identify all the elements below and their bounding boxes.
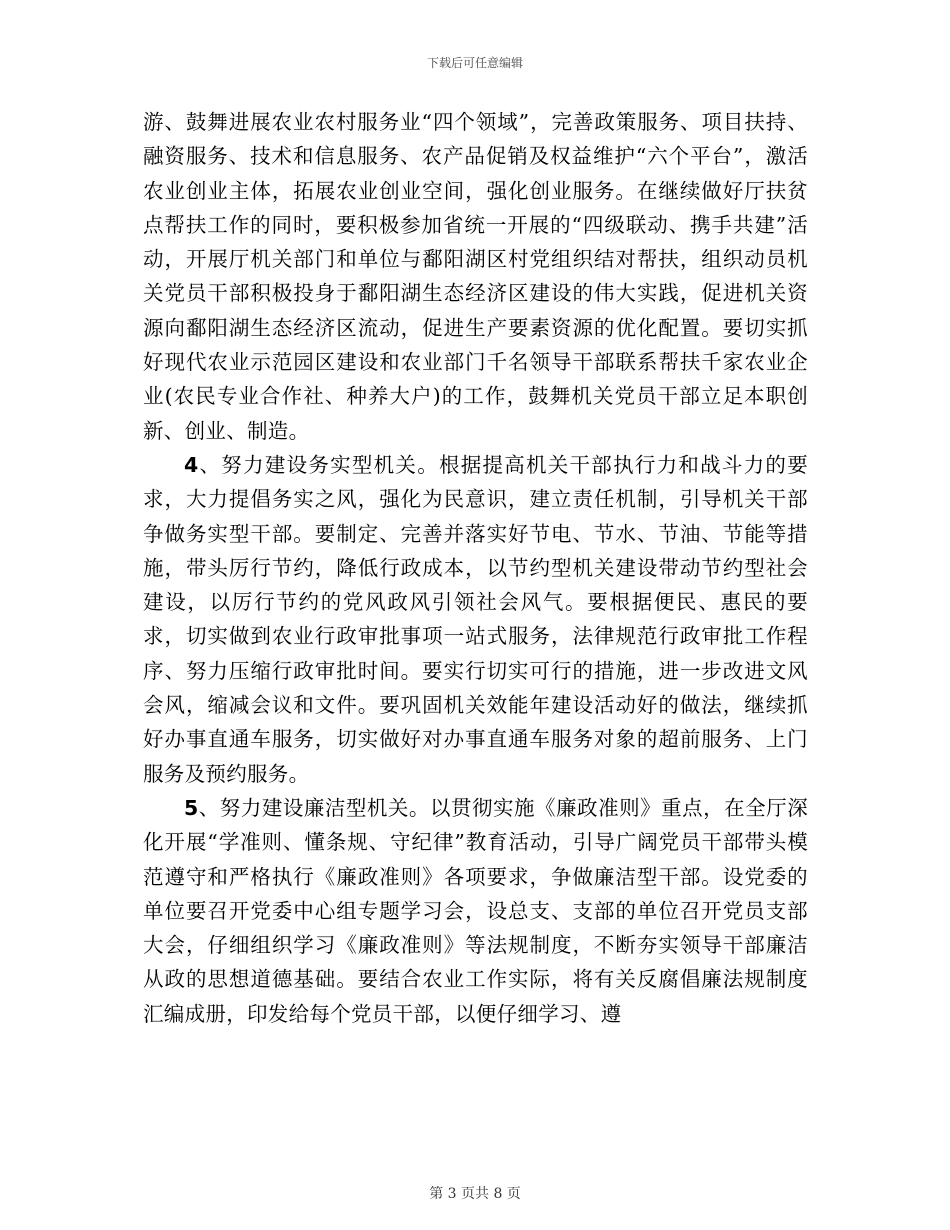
page-header: 下载后可任意编辑 <box>426 56 523 70</box>
paragraph-item-4 <box>143 448 808 791</box>
paragraph-text: 游、鼓舞进展农业农村服务业“四个领域”，完善政策服务、项目扶持、融资服务、技术和信息服务、农产品促销及权益维护“六个平台”，激活农业创业主体，拓展农业创业空间，强化创业服务。在继续做好厅扶贫点帮扶工作的同时，要积极参加省统一开展的“四级联动、携手共建”活动，开展厅机关部门和单位与鄱阳湖区村党组织结对帮扶，组织动员机关党员干部积极投身于鄱阳湖生态经济区建设的伟大实践，促进机关资源向鄱阳湖生态经济区流动，促进生产要素资源的优化配置。要切实抓好现代农业示范园区建设和农业部门千名领导干部联系帮扶千家农业企业(农民专业合作社、种养大户)的工作，鼓舞机关党员干部立足本职创新、创业、制造。 <box>143 110 808 443</box>
paragraph-text: 、努力建设廉洁型机关。以贯彻实施《廉政准则》重点，在全厅深化开展“学准则、懂条规、守纪律”教育活动，引导广阔党员干部带头模范遵守和严格执行《廉政准则》各项要求，争做廉洁型干部。设党委的单位要召开党委中心组专题学习会，设总支、支部的单位召开党员支部大会，仔细组织学习《廉政准则》等法规制度，不断夯实领导干部廉洁从政的思想道德基础。要结合农业工作实际，将有关反腐倡廉法规制度汇编成册，印发给每个党员干部，以便仔细学习、遵 <box>143 795 808 1026</box>
paragraph-item-5 <box>143 791 808 1031</box>
page-footer: 第 3 页共 8 页 <box>429 1186 521 1202</box>
paragraph-number: 4 <box>184 452 199 477</box>
paragraph-text: 、努力建设务实型机关。根据提高机关干部执行力和战斗力的要求，大力提倡务实之风，强化为民意识，建立责任机制，引导机关干部争做务实型干部。要制定、完善并落实好节电、节水、节油、节能等措施，带头厉行节约，降低行政成本，以节约型机关建设带动节约型社会建设，以厉行节约的党风政风引领社会风气。要根据便民、惠民的要求，切实做到农业行政审批事项一站式服务，法律规范行政审批工作程序、努力压缩行政审批时间。要实行切实可行的措施，进一步改进文风会风，缩减会议和文件。要巩固机关效能年建设活动好的做法，继续抓好办事直通车服务，切实做好对办事直通车服务对象的超前服务、上门服务及预约服务。 <box>143 452 808 786</box>
paragraph-number: 5 <box>184 795 199 820</box>
document-body <box>143 105 808 1031</box>
paragraph-continuation <box>143 105 808 448</box>
